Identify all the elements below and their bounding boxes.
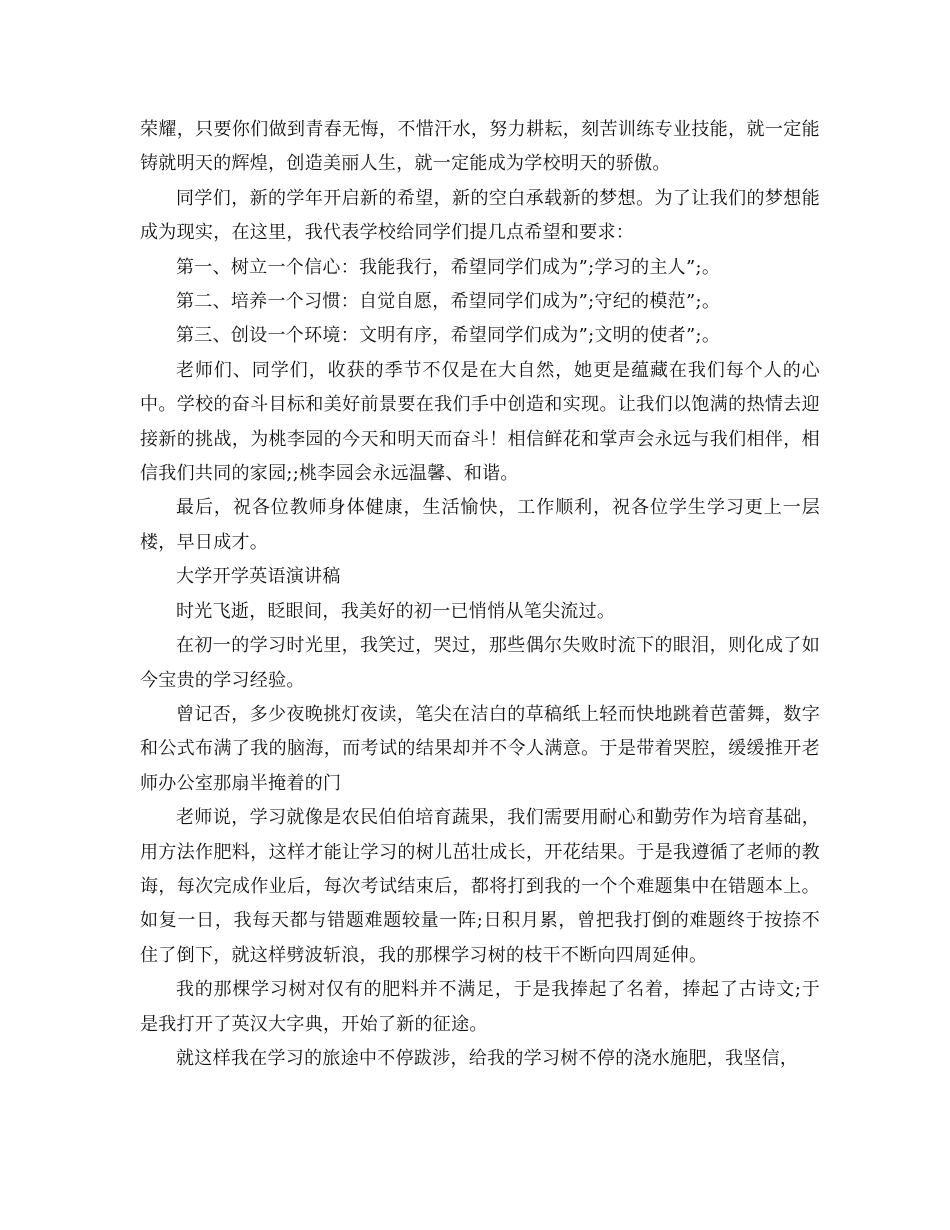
paragraph: 曾记否，多少夜晚挑灯夜读，笔尖在洁白的草稿纸上轻而快地跳着芭蕾舞，数字和公式布满了我的脑海，而考试的结果却并不令人满意。于是带着哭腔，缓缓推开老师办公室那扇半掩着的门 [140, 703, 820, 794]
paragraph-continued: 荣耀，只要你们做到青春无悔，不惜汗水，努力耕耘，刻苦训练专业技能，就一定能铸就明天的辉煌，创造美丽人生，就一定能成为学校明天的骄傲。 [140, 119, 820, 175]
paragraph: 在初一的学习时光里，我笑过，哭过，那些偶尔失败时流下的眼泪，则化成了如今宝贵的学习经验。 [140, 635, 820, 691]
paragraph: 老师们、同学们，收获的季节不仅是在大自然，她更是蕴藏在我们每个人的心中。学校的奋斗目标和美好前景要在我们手中创造和实现。让我们以饱满的热情去迎接新的挑战，为桃李园的今天和明天而奋斗！相信鲜花和掌声会永远与我们相伴，相信我们共同的家园;;桃李园会永远温馨、和谐。 [140, 359, 820, 485]
paragraph-point-3: 第三、创设一个环境：文明有序，希望同学们成为”;文明的使者”;。 [176, 325, 721, 347]
document-body [140, 113, 820, 1076]
paragraph: 同学们，新的学年开启新的希望，新的空白承载新的梦想。为了让我们的梦想能成为现实，在这里，我代表学校给同学们提几点希望和要求： [140, 187, 820, 244]
paragraph: 最后，祝各位教师身体健康，生活愉快，工作顺利，祝各位学生学习更上一层楼，早日成才。 [140, 497, 820, 553]
paragraph-point-2: 第二、培养一个习惯：自觉自愿，希望同学们成为”;守纪的模范”;。 [176, 291, 721, 313]
section-heading: 大学开学英语演讲稿 [176, 566, 341, 588]
paragraph: 时光飞逝，眨眼间，我美好的初一已悄悄从笔尖流过。 [176, 600, 616, 622]
paragraph: 我的那棵学习树对仅有的肥料并不满足，于是我捧起了名着，捧起了古诗文;于是我打开了英汉大字典，开始了新的征途。 [140, 979, 820, 1035]
paragraph-point-1: 第一、树立一个信心：我能我行，希望同学们成为”;学习的主人”;。 [176, 256, 721, 278]
paragraph: 老师说，学习就像是农民伯伯培育蔬果，我们需要用耐心和勤劳作为培育基础，用方法作肥料，这样才能让学习的树儿茁壮成长，开花结果。于是我遵循了老师的教诲，每次完成作业后，每次考试结束后，都将打到我的一个个难题集中在错题本上。如复一日，我每天都与错题难题较量一阵;日积月累，曾把我打倒的难题终于按捺不住了倒下，就这样劈波斩浪，我的那棵学习树的枝干不断向四周延伸。 [140, 807, 820, 966]
paragraph: 就这样我在学习的旅途中不停跋涉，给我的学习树不停的浇水施肥，我坚信， [176, 1047, 799, 1069]
